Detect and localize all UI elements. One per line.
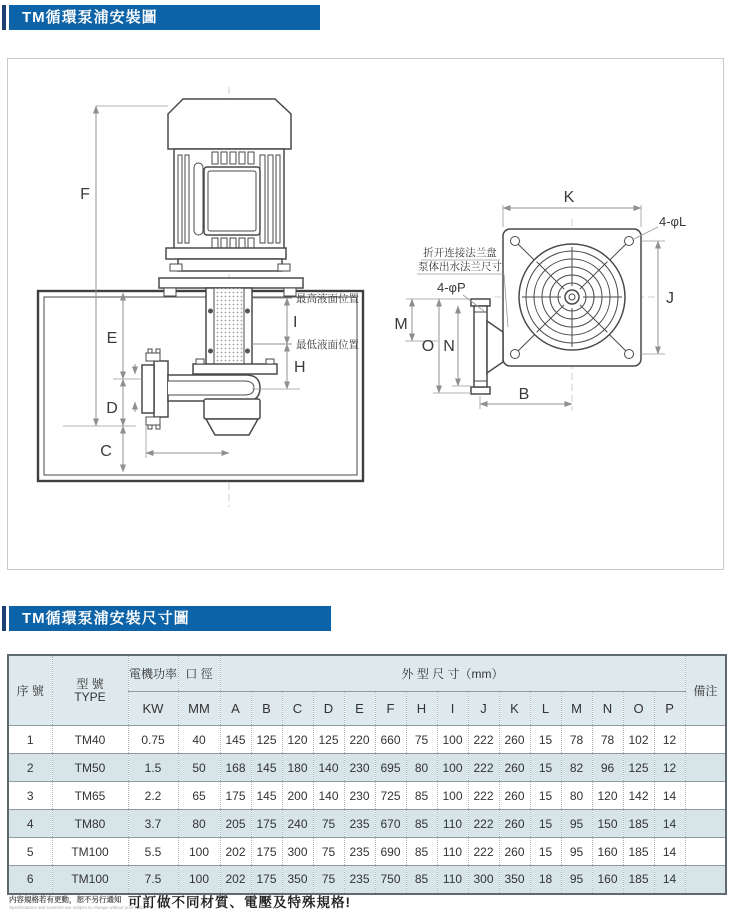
table-title: TM循環泵浦安裝尺寸圖	[22, 610, 190, 627]
cell-dim-e: 235	[344, 838, 375, 866]
cell-dim-l: 15	[530, 726, 561, 754]
cell-dim-f: 695	[375, 754, 406, 782]
cell-dim-b: 145	[251, 754, 282, 782]
cell-dim-o: 185	[623, 838, 654, 866]
table-row	[8, 810, 726, 838]
cell-remark	[685, 866, 726, 894]
cell-mm: 100	[178, 838, 220, 866]
cell-dim-h: 75	[406, 726, 437, 754]
cell-dim-k: 350	[499, 866, 530, 894]
cell-dim-a: 168	[220, 754, 251, 782]
col-header-remark: 備注	[685, 655, 726, 726]
cell-dim-h: 80	[406, 754, 437, 782]
cell-dim-m: 80	[561, 782, 592, 810]
bolt-hole-spec-P: 4-φP	[437, 280, 466, 295]
cell-dim-n: 78	[592, 726, 623, 754]
outlet-flange	[142, 349, 168, 429]
cell-dim-p: 14	[654, 782, 685, 810]
cell-mm: 80	[178, 810, 220, 838]
col-header-kw: KW	[128, 692, 178, 726]
cell-dim-n: 96	[592, 754, 623, 782]
cell-dim-j: 222	[468, 838, 499, 866]
motor	[159, 99, 303, 296]
cell-dim-i: 110	[437, 838, 468, 866]
cell-dim-d: 125	[313, 726, 344, 754]
cell-dim-b: 175	[251, 866, 282, 894]
dimension-table	[7, 654, 727, 895]
cell-dim-l: 15	[530, 754, 561, 782]
col-header-type-en: TYPE	[74, 689, 106, 704]
cell-dim-h: 85	[406, 782, 437, 810]
cell-type: TM100	[52, 838, 128, 866]
cell-dim-f: 660	[375, 726, 406, 754]
min-liquid-level-label: 最低液面位置	[296, 339, 359, 351]
col-header-type	[52, 655, 128, 726]
flange-note-line2: 泵体出水法兰尺寸	[418, 261, 502, 273]
cell-dim-i: 100	[437, 754, 468, 782]
corner-bolt-hole	[511, 350, 520, 359]
cell-no: 2	[8, 754, 52, 782]
table-row	[8, 838, 726, 866]
cell-type: TM80	[52, 810, 128, 838]
cell-dim-m: 82	[561, 754, 592, 782]
cell-mm: 100	[178, 866, 220, 894]
dim-letter-b: B	[251, 692, 282, 726]
dim-letter-n: N	[592, 692, 623, 726]
cell-kw: 1.5	[128, 754, 178, 782]
table-body	[8, 726, 726, 894]
impeller-housing	[204, 399, 260, 419]
cell-kw: 7.5	[128, 866, 178, 894]
installation-diagram	[8, 59, 723, 569]
cell-dim-c: 200	[282, 782, 313, 810]
installation-diagram-panel	[7, 58, 724, 570]
section-header-dimension-table	[9, 606, 331, 631]
table-row	[8, 726, 726, 754]
cell-kw: 0.75	[128, 726, 178, 754]
fan-grille	[519, 244, 625, 350]
dim-label-H: H	[294, 359, 306, 376]
cell-no: 4	[8, 810, 52, 838]
cell-dim-p: 12	[654, 754, 685, 782]
dim-label-B: B	[518, 386, 530, 403]
cell-dim-c: 350	[282, 866, 313, 894]
cell-dim-a: 145	[220, 726, 251, 754]
cell-dim-e: 235	[344, 866, 375, 894]
cell-dim-f: 690	[375, 838, 406, 866]
dim-letter-m: M	[561, 692, 592, 726]
cell-dim-j: 222	[468, 754, 499, 782]
cell-remark	[685, 782, 726, 810]
cell-dim-o: 185	[623, 866, 654, 894]
cell-dim-a: 202	[220, 866, 251, 894]
flange-view	[394, 189, 686, 411]
cell-dim-d: 140	[313, 754, 344, 782]
cell-dim-j: 300	[468, 866, 499, 894]
dim-letter-c: C	[282, 692, 313, 726]
cell-dim-i: 110	[437, 866, 468, 894]
table-row	[8, 782, 726, 810]
cell-dim-p: 14	[654, 810, 685, 838]
cell-dim-b: 175	[251, 838, 282, 866]
footer-custom-note: 可訂做不同材質、電壓及特殊規格!	[128, 895, 351, 910]
cell-mm: 50	[178, 754, 220, 782]
cell-mm: 65	[178, 782, 220, 810]
dim-letter-p: P	[654, 692, 685, 726]
col-header-power: 電機功率	[128, 655, 178, 692]
cell-dim-c: 300	[282, 838, 313, 866]
dim-letter-h: H	[406, 692, 437, 726]
dim-letter-j: J	[468, 692, 499, 726]
cell-dim-p: 12	[654, 726, 685, 754]
cell-dim-e: 220	[344, 726, 375, 754]
cell-dim-k: 260	[499, 754, 530, 782]
cell-dim-j: 222	[468, 782, 499, 810]
cell-dim-c: 240	[282, 810, 313, 838]
pump-top-plate	[193, 364, 277, 374]
cell-dim-p: 14	[654, 866, 685, 894]
cell-dim-f: 670	[375, 810, 406, 838]
cell-dim-o: 125	[623, 754, 654, 782]
cell-dim-m: 95	[561, 810, 592, 838]
dim-letter-l: L	[530, 692, 561, 726]
dim-letter-a: A	[220, 692, 251, 726]
cell-dim-b: 125	[251, 726, 282, 754]
dim-letter-o: O	[623, 692, 654, 726]
cell-dim-b: 175	[251, 810, 282, 838]
cell-dim-j: 222	[468, 810, 499, 838]
cell-kw: 3.7	[128, 810, 178, 838]
section-header-install-diagram	[9, 5, 320, 30]
cell-dim-d: 75	[313, 838, 344, 866]
cell-no: 6	[8, 866, 52, 894]
cell-dim-d: 140	[313, 782, 344, 810]
cell-dim-l: 15	[530, 838, 561, 866]
dim-label-J: J	[666, 290, 674, 307]
cell-dim-l: 15	[530, 810, 561, 838]
cell-dim-h: 85	[406, 838, 437, 866]
cell-dim-h: 85	[406, 866, 437, 894]
cell-kw: 2.2	[128, 782, 178, 810]
cell-dim-j: 222	[468, 726, 499, 754]
dim-letter-k: K	[499, 692, 530, 726]
dim-label-M: M	[394, 316, 408, 333]
cell-dim-n: 160	[592, 838, 623, 866]
col-header-bore: 口 徑	[178, 655, 220, 692]
col-header-dims-group: 外 型 尺 寸（mm）	[220, 655, 685, 692]
cell-remark	[685, 810, 726, 838]
cell-dim-k: 260	[499, 810, 530, 838]
cell-dim-p: 14	[654, 838, 685, 866]
cell-dim-i: 100	[437, 782, 468, 810]
cell-dim-k: 260	[499, 782, 530, 810]
cell-dim-i: 110	[437, 810, 468, 838]
cell-dim-f: 750	[375, 866, 406, 894]
footer-notice-en: Specifications and contents are subject to change without prior notice.	[9, 905, 149, 910]
cell-dim-k: 260	[499, 726, 530, 754]
cell-dim-a: 175	[220, 782, 251, 810]
title-accent-bar-2	[2, 606, 6, 631]
cell-dim-o: 142	[623, 782, 654, 810]
cell-dim-c: 180	[282, 754, 313, 782]
dim-label-I: I	[293, 314, 298, 331]
corner-bolt-hole	[625, 350, 634, 359]
cell-dim-c: 120	[282, 726, 313, 754]
outlet-neck	[487, 321, 503, 373]
cell-type: TM50	[52, 754, 128, 782]
cell-dim-o: 185	[623, 810, 654, 838]
dim-letter-d: D	[313, 692, 344, 726]
cell-no: 3	[8, 782, 52, 810]
dim-label-E: E	[106, 330, 118, 347]
cell-dim-n: 120	[592, 782, 623, 810]
cell-type: TM100	[52, 866, 128, 894]
cell-dim-n: 160	[592, 866, 623, 894]
dim-label-C: C	[100, 443, 112, 460]
cell-dim-l: 15	[530, 782, 561, 810]
cell-remark	[685, 838, 726, 866]
cell-mm: 40	[178, 726, 220, 754]
title-accent-bar-1	[2, 5, 6, 30]
dim-letter-f: F	[375, 692, 406, 726]
cell-dim-n: 150	[592, 810, 623, 838]
dim-letter-i: I	[437, 692, 468, 726]
corner-bolt-hole	[625, 237, 634, 246]
motor-base	[166, 248, 286, 259]
cell-dim-i: 100	[437, 726, 468, 754]
page-title: TM循環泵浦安裝圖	[22, 9, 158, 26]
footer-notice-zh: 内容規格若有更動，恕不另行通知	[9, 895, 122, 904]
cell-dim-e: 230	[344, 754, 375, 782]
table-row	[8, 754, 726, 782]
side-outlet-flange	[471, 299, 503, 394]
cell-dim-d: 75	[313, 810, 344, 838]
cell-dim-e: 230	[344, 782, 375, 810]
col-header-type-zh: 型 號	[76, 676, 104, 691]
footer-notice	[9, 894, 149, 910]
cell-dim-o: 102	[623, 726, 654, 754]
cell-kw: 5.5	[128, 838, 178, 866]
cell-remark	[685, 726, 726, 754]
cell-dim-k: 260	[499, 838, 530, 866]
mounting-plate	[159, 278, 303, 288]
cell-no: 1	[8, 726, 52, 754]
dim-label-O: O	[421, 338, 435, 355]
max-liquid-level-label: 最高液面位置	[296, 293, 359, 305]
corner-bolt-hole	[511, 237, 520, 246]
cell-dim-b: 145	[251, 782, 282, 810]
cell-dim-m: 78	[561, 726, 592, 754]
cell-type: TM65	[52, 782, 128, 810]
dim-label-D: D	[106, 400, 118, 417]
dim-label-K: K	[563, 189, 575, 206]
cell-dim-a: 202	[220, 838, 251, 866]
cell-no: 5	[8, 838, 52, 866]
cell-dim-h: 85	[406, 810, 437, 838]
col-header-index: 序 號	[8, 655, 52, 726]
dim-label-F: F	[80, 186, 90, 203]
col-header-mm: MM	[178, 692, 220, 726]
cell-dim-e: 235	[344, 810, 375, 838]
cell-dim-m: 95	[561, 866, 592, 894]
cell-remark	[685, 754, 726, 782]
bolt-hole-spec-L: 4-φL	[659, 214, 687, 229]
front-view	[38, 87, 363, 507]
table-row	[8, 866, 726, 894]
cell-dim-f: 725	[375, 782, 406, 810]
cell-dim-m: 95	[561, 838, 592, 866]
cell-dim-d: 75	[313, 866, 344, 894]
dim-label-N: N	[443, 338, 455, 355]
motor-cap	[168, 99, 291, 149]
dim-letter-e: E	[344, 692, 375, 726]
pump-column	[206, 288, 252, 366]
flange-note-line1: 折开连接法兰盘	[423, 247, 497, 259]
cell-dim-l: 18	[530, 866, 561, 894]
cell-dim-a: 205	[220, 810, 251, 838]
cell-type: TM40	[52, 726, 128, 754]
